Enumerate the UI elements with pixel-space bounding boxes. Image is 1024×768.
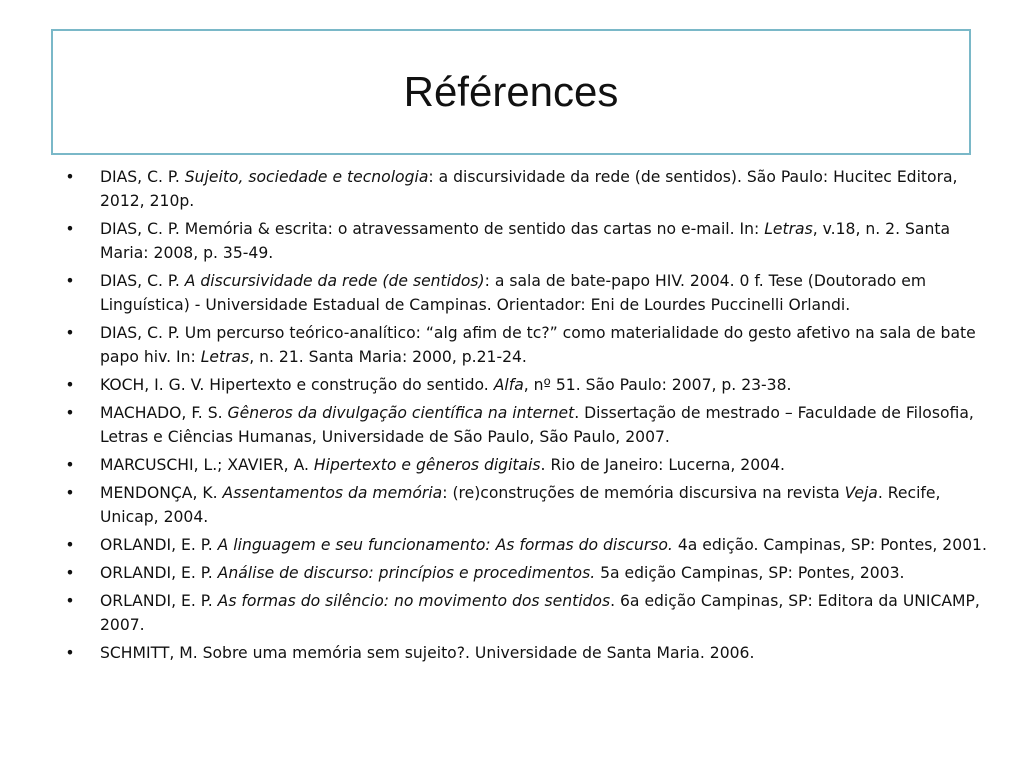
reference-item: [60, 481, 1000, 529]
reference-text: : (re)construções de memória discursiva na revista: [442, 484, 845, 502]
reference-item: [60, 561, 1000, 585]
reference-title-italic: A linguagem e seu funcionamento: As formas do discurso.: [217, 536, 673, 554]
reference-text: DIAS, C. P. Um percurso teórico-analítico: “alg afim de tc?” como materialidade do gesto afetivo na sala de bate papo hiv. In:: [100, 324, 976, 366]
reference-text: DIAS, C. P.: [100, 272, 185, 290]
reference-title-italic: Análise de discurso: princípios e procedimentos.: [217, 564, 596, 582]
reference-text: ORLANDI, E. P.: [100, 592, 218, 610]
reference-text: SCHMITT, M. Sobre uma memória sem sujeito?. Universidade de Santa Maria. 2006.: [100, 644, 755, 662]
reference-text: . Rio de Janeiro: Lucerna, 2004.: [540, 456, 785, 474]
reference-text: : a sala de bate-papo HIV. 2004. 0 f. Tese (Doutorado em Linguística) - Universidade Estadual de Campinas. Orientador: Eni de Lourdes Puccinelli Orlandi.: [100, 272, 927, 314]
reference-title-italic: Gêneros da divulgação científica na internet: [227, 404, 575, 422]
title-box: [51, 29, 971, 155]
reference-title-italic: As formas do silêncio: no movimento dos sentidos: [217, 592, 611, 610]
reference-item: [60, 589, 1000, 637]
reference-title-italic: Veja: [844, 484, 878, 502]
reference-title-italic: Hipertexto e gêneros digitais: [313, 456, 541, 474]
bullet-icon: •: [65, 220, 75, 238]
reference-text: DIAS, C. P. Memória & escrita: o atravessamento de sentido das cartas no e-mail. In:: [100, 220, 765, 238]
reference-item: [60, 373, 1000, 397]
reference-text: , n. 21. Santa Maria: 2000, p.21-24.: [249, 348, 527, 366]
bullet-icon: •: [65, 644, 75, 662]
reference-text: : a discursividade da rede (de sentidos). São Paulo: Hucitec Editora, 2012, 210p.: [100, 168, 958, 210]
reference-text: , nº 51. São Paulo: 2007, p. 23-38.: [523, 376, 792, 394]
reference-text: MACHADO, F. S.: [100, 404, 228, 422]
reference-item: [60, 321, 1000, 369]
bullet-icon: •: [65, 168, 75, 186]
reference-title-italic: A discursividade da rede (de sentidos): [184, 272, 485, 290]
reference-list: [60, 165, 1000, 669]
reference-title-italic: Alfa: [493, 376, 524, 394]
reference-text: . 6a edição Campinas, SP: Editora da UNICAMP, 2007.: [100, 592, 980, 634]
reference-text: . Recife, Unicap, 2004.: [100, 484, 941, 526]
reference-text: KOCH, I. G. V. Hipertexto e construção do sentido.: [100, 376, 494, 394]
reference-text: 5a edição Campinas, SP: Pontes, 2003.: [595, 564, 905, 582]
reference-text: DIAS, C. P.: [100, 168, 185, 186]
reference-text: ORLANDI, E. P.: [100, 536, 218, 554]
reference-text: 4a edição. Campinas, SP: Pontes, 2001.: [672, 536, 987, 554]
reference-text: ORLANDI, E. P.: [100, 564, 218, 582]
bullet-icon: •: [65, 272, 75, 290]
reference-item: [60, 269, 1000, 317]
bullet-icon: •: [65, 484, 75, 502]
bullet-icon: •: [65, 376, 75, 394]
reference-item: [60, 401, 1000, 449]
reference-text: MARCUSCHI, L.; XAVIER, A.: [100, 456, 314, 474]
reference-title-italic: Letras: [200, 348, 250, 366]
bullet-icon: •: [65, 536, 75, 554]
reference-text: , v.18, n. 2. Santa Maria: 2008, p. 35-49.: [100, 220, 951, 262]
reference-title-italic: Assentamentos da memória: [222, 484, 443, 502]
bullet-icon: •: [65, 456, 75, 474]
reference-item: [60, 533, 1000, 557]
bullet-icon: •: [65, 564, 75, 582]
reference-item: [60, 641, 1000, 665]
bullet-icon: •: [65, 324, 75, 342]
reference-item: [60, 453, 1000, 477]
reference-item: [60, 217, 1000, 265]
reference-item: [60, 165, 1000, 213]
reference-text: . Dissertação de mestrado – Faculdade de Filosofia, Letras e Ciências Humanas, Universidade de São Paulo, São Paulo, 2007.: [100, 404, 974, 446]
page-title: Références: [403, 68, 619, 115]
bullet-icon: •: [65, 592, 75, 610]
reference-title-italic: Letras: [764, 220, 813, 238]
reference-text: MENDONÇA, K.: [100, 484, 223, 502]
reference-title-italic: Sujeito, sociedade e tecnologia: [184, 168, 429, 186]
bullet-icon: •: [65, 404, 75, 422]
